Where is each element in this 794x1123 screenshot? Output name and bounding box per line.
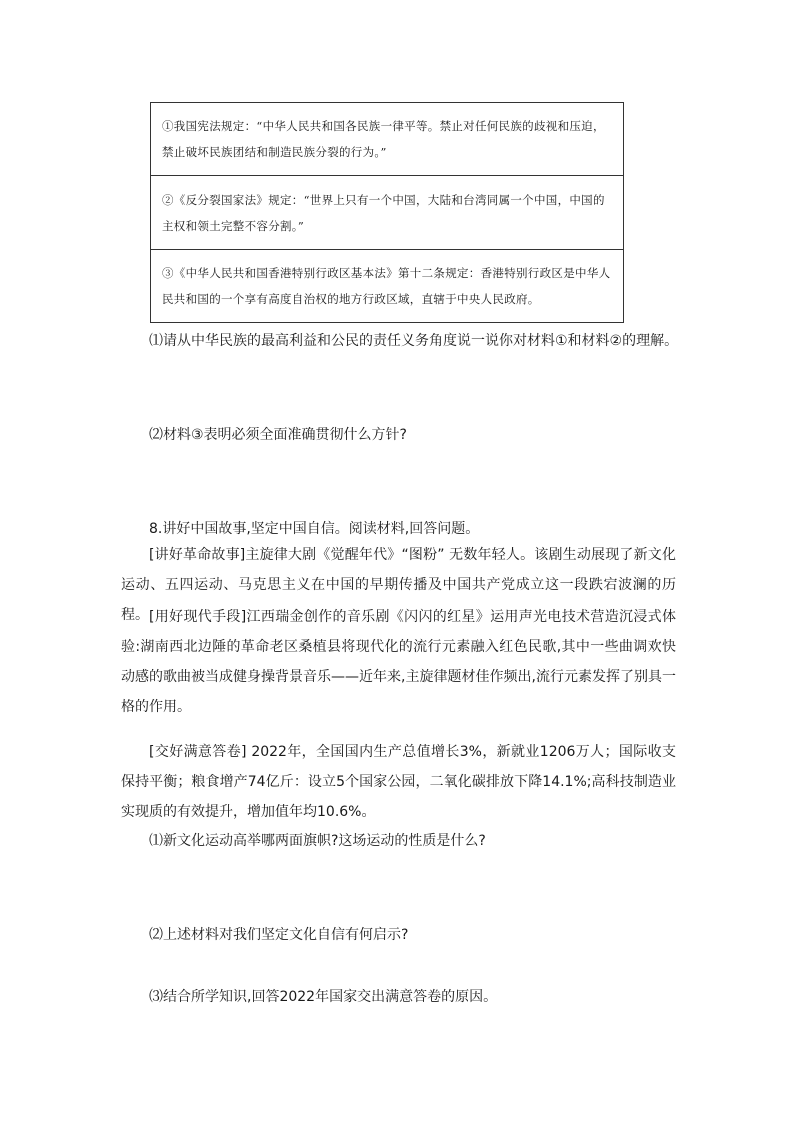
q8-subquestion-2: ⑵上述材料对我们坚定文化自信有何启示? (149, 927, 409, 943)
q8-material-modern-means: [用好现代手段]江西瑞金创作的音乐剧《闪闪的红星》运用声光电技术营造沉浸式体验:湖南西北边陲的革命老区桑植县将现代化的流行元素融入红色民歌,其中一些曲调欢快动感的歌曲被当成健身操背景音乐——近年来,主旋律题材佳作频出,流行元素发挥了别具一格的作用。 (121, 609, 676, 715)
material-3-cell: ③《中华人民共和国香港特别行政区基本法》第十二条规定：香港特别行政区是中华人民共和国的一个享有高度自治权的地方行政区域，直辖于中央人民政府。 (151, 250, 624, 323)
table-row (151, 250, 624, 323)
materials-table (150, 102, 624, 323)
q8-material-revolution-story: [讲好革命故事]主旋律大剧《觉醒年代》“图粉” 无数年轻人。该剧生动展现了新文化运动、五四运动、马克思主义在中国的早期传播及中国共产党成立这一段跌宕波澜的历程。 (121, 547, 676, 623)
q8-stem: 8.讲好中国故事,坚定中国自信。阅读材料,回答问题。 (149, 521, 480, 537)
q8-material-answer-sheet: [交好满意答卷] 2022年，全国国内生产总值增长3%，新就业1206万人；国际收支保持平衡；粮食增产74亿斤：设立5个国家公园，二氧化碳排放下降14.1%;高科技制造业实现质的有效提升，增加值年均10.6%。 (121, 744, 676, 820)
material-2-cell: ②《反分裂国家法》规定：“世界上只有一个中国，大陆和台湾同属一个中国，中国的主权和领土完整不容分割。” (151, 176, 624, 250)
table-row (151, 103, 624, 176)
q7-subquestion-2: ⑵材料③表明必须全面准确贯彻什么方针? (149, 427, 407, 443)
q8-subquestion-1: ⑴新文化运动高举哪两面旗帜?这场运动的性质是什么? (149, 833, 486, 849)
table-row (151, 176, 624, 250)
q8-subquestion-3: ⑶结合所学知识,回答2022年国家交出满意答卷的原因。 (149, 989, 498, 1005)
material-1-cell: ①我国宪法规定：“中华人民共和国各民族一律平等。禁止对任何民族的歧视和压迫，禁止破坏民族团结和制造民族分裂的行为。” (151, 103, 624, 176)
q7-subquestion-1: ⑴请从中华民族的最高利益和公民的责任义务角度说一说你对材料①和材料②的理解。 (149, 333, 679, 349)
